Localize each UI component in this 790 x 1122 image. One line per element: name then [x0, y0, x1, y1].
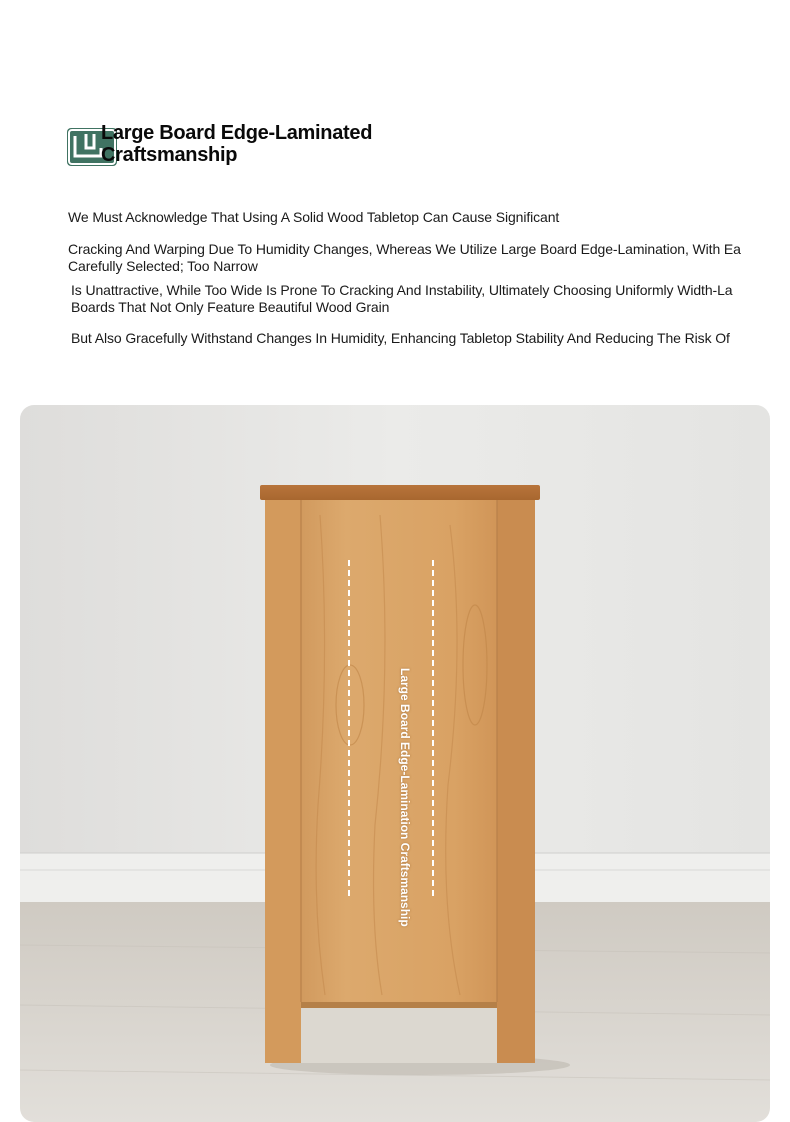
cabinet-tabletop	[260, 485, 540, 500]
paragraph-1: We Must Acknowledge That Using A Solid Wood Tabletop Can Cause Significant	[68, 209, 560, 225]
paragraph-3-line-2: Boards That Not Only Feature Beautiful Wood Grain	[71, 298, 390, 315]
paragraph-2	[68, 241, 741, 274]
paragraph-2-line-2: Carefully Selected; Too Narrow	[68, 257, 258, 274]
cabinet-bottom-gap	[301, 1002, 497, 1063]
page-title	[101, 122, 431, 166]
cabinet-leg-right	[497, 498, 535, 1063]
product-photo	[20, 405, 770, 1122]
paragraph-2-line-1: Cracking And Warping Due To Humidity Changes, Whereas We Utilize Large Board Edge-Lamination, With Ea	[68, 241, 741, 257]
cabinet-illustration	[20, 405, 770, 1122]
paragraph-3	[71, 282, 732, 315]
cabinet-leg-left	[265, 498, 301, 1063]
paragraph-3-line-1: Is Unattractive, While Too Wide Is Prone To Cracking And Instability, Ultimately Choosing Uniformly Width-La	[71, 282, 733, 298]
lamination-label: Large Board Edge-Lamination Craftsmanship	[398, 668, 412, 927]
title-line-2: Craftsmanship	[101, 144, 238, 166]
paragraph-4: But Also Gracefully Withstand Changes In Humidity, Enhancing Tabletop Stability And Reducing The Risk Of	[71, 330, 730, 346]
title-line-1: Large Board Edge-Laminated	[101, 122, 373, 144]
